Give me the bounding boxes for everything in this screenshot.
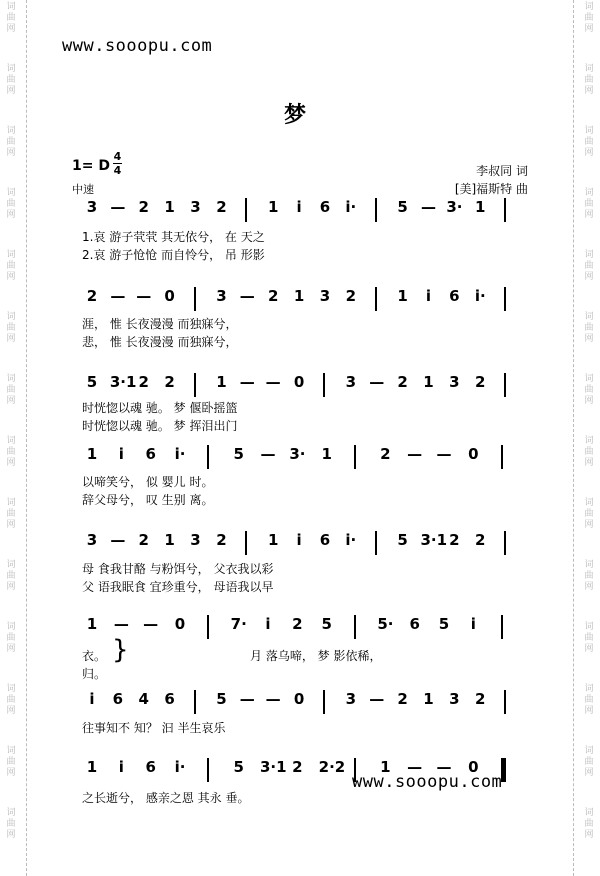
note: 2 (138, 198, 149, 216)
barline (207, 758, 209, 782)
barline (245, 531, 247, 555)
note: 1 (86, 615, 98, 633)
side-watermark-text: 词 曲 网 (584, 188, 594, 220)
side-watermark-text: 词 曲 网 (6, 2, 16, 34)
side-watermark-text: 词 曲 网 (6, 560, 16, 592)
side-watermark-text: 词 曲 网 (6, 808, 16, 840)
note: i (296, 198, 302, 216)
note: i (118, 758, 124, 776)
note: i (118, 445, 124, 463)
note: 0 (164, 287, 175, 305)
lyric-line: 母 食我甘酪 与粉饵兮， 父衣我以彩 (82, 562, 274, 576)
note: i (425, 287, 432, 305)
barline (504, 287, 506, 311)
notation-line (82, 287, 532, 313)
dash-extension: — (110, 198, 126, 216)
dash-extension: — (407, 758, 423, 776)
barline (323, 690, 325, 714)
barline (207, 615, 209, 639)
side-watermark-text: 词 曲 网 (6, 436, 16, 468)
dash-extension: — (110, 531, 126, 549)
side-watermark-text: 词 曲 网 (584, 746, 594, 778)
side-watermark-text: 词 曲 网 (6, 684, 16, 716)
note: 0 (468, 445, 479, 463)
note: 1 (164, 198, 175, 216)
note: 7· (230, 615, 247, 633)
dash-extension: — (239, 287, 255, 305)
note: 6 (145, 445, 156, 463)
side-watermark-text: 词 曲 网 (6, 312, 16, 344)
dash-extension: — (420, 198, 436, 216)
dash-extension: — (143, 615, 159, 633)
note: 3 (345, 690, 357, 708)
note: i (296, 531, 302, 549)
lyric-line: 辞父母兮， 叹 生别 离。 (82, 493, 214, 507)
note: 2 (216, 198, 227, 216)
note: 1 (86, 758, 98, 776)
notation-line (82, 198, 532, 224)
note: 5 (397, 531, 408, 549)
time-signature (113, 151, 122, 176)
note: i· (345, 531, 357, 549)
note: 5 (216, 690, 227, 708)
dash-extension: — (436, 445, 452, 463)
note: 5 (233, 758, 244, 776)
note: 2 (292, 615, 303, 633)
lyric-line: 月 落乌啼， 梦 影依稀， (250, 649, 382, 663)
note: 3·1 (420, 531, 448, 549)
dash-extension: — (265, 373, 281, 391)
note: 2·2 (318, 758, 346, 776)
note: 4 (138, 690, 149, 708)
note: 2 (475, 373, 486, 391)
side-watermark-text: 词 曲 网 (584, 622, 594, 654)
note: 1 (267, 198, 279, 216)
barline (504, 531, 506, 555)
note: 0 (174, 615, 186, 633)
side-watermark-text: 词 曲 网 (6, 250, 16, 282)
barline (194, 373, 196, 397)
note: 5 (233, 445, 244, 463)
barline (504, 198, 506, 222)
lyric-line: 归。 (82, 667, 107, 681)
note: 3· (446, 198, 463, 216)
note: 6 (164, 690, 175, 708)
dash-extension: — (260, 445, 276, 463)
side-watermark-text: 词 曲 网 (584, 64, 594, 96)
barline (323, 373, 325, 397)
barline (354, 615, 356, 639)
note: 3 (449, 373, 460, 391)
notation-line (82, 531, 532, 557)
side-watermark-text: 词 曲 网 (584, 684, 594, 716)
note: 5· (377, 615, 394, 633)
barline (194, 690, 196, 714)
note: 2 (449, 531, 460, 549)
lyric-line: 涯， 惟 长夜漫漫 而独寐兮， (82, 317, 238, 331)
side-watermark-text: 词 曲 网 (584, 312, 594, 344)
song-title: 梦 (284, 103, 307, 128)
note: i (265, 615, 271, 633)
notation-line (82, 690, 532, 716)
side-watermark-text: 词 曲 网 (6, 498, 16, 530)
note: 2 (397, 373, 408, 391)
note: 1 (293, 287, 305, 305)
verse-brace: } (112, 635, 129, 665)
side-watermark-text: 词 曲 网 (584, 498, 594, 530)
lyric-line: 往事知不 知？ 汩 半生哀乐 (82, 721, 226, 735)
note: 1 (397, 287, 408, 305)
note: 3 (86, 531, 98, 549)
note: i (470, 615, 476, 633)
dash-extension: — (239, 373, 255, 391)
note: 2 (86, 287, 98, 305)
side-watermark-text: 词 曲 网 (584, 560, 594, 592)
barline (375, 198, 377, 222)
barline (245, 198, 247, 222)
dash-extension: — (136, 287, 152, 305)
barline (501, 615, 503, 639)
note: 3 (345, 373, 357, 391)
lyricist-credit: 李叔同 词 (476, 164, 528, 178)
note: 5 (86, 373, 98, 391)
note: 3·1 (109, 373, 137, 391)
note: 5 (397, 198, 408, 216)
note: 3 (190, 198, 201, 216)
lyric-line: 悲， 惟 长夜漫漫 而独寐兮， (82, 335, 238, 349)
note: 2 (397, 690, 408, 708)
note: 3 (449, 690, 460, 708)
lyric-line: 之长逝兮， 感亲之恩 其永 垂。 (82, 791, 250, 805)
note: 2 (138, 531, 149, 549)
note: 2 (475, 531, 486, 549)
note: 5 (321, 615, 332, 633)
dash-extension: — (110, 287, 126, 305)
left-dashed-line (26, 0, 27, 876)
note: 3 (86, 198, 98, 216)
note: 2 (216, 531, 227, 549)
note: 0 (468, 758, 479, 776)
note: 3 (216, 287, 227, 305)
note: 2 (292, 758, 303, 776)
lyric-line: 父 语我眠食 宜珍重兮， 母语我以早 (82, 580, 274, 594)
side-watermark-text: 词 曲 网 (584, 436, 594, 468)
note: 0 (293, 373, 305, 391)
side-watermark-text: 词 曲 网 (584, 250, 594, 282)
barline (501, 445, 503, 469)
side-watermark-text: 词 曲 网 (6, 374, 16, 406)
lyric-line: 时恍惚以魂 驰。 梦 偃卧摇篮 (82, 401, 238, 415)
barline (375, 287, 377, 311)
right-dashed-line (573, 0, 574, 876)
note: i· (174, 758, 186, 776)
side-watermark-text: 词 曲 网 (6, 64, 16, 96)
note: 3·1 (260, 758, 287, 776)
lyric-line: 2.哀 游子怆怆 而自怜兮， 吊 形影 (82, 248, 265, 262)
notation-line (82, 445, 532, 471)
note: 2 (138, 373, 149, 391)
dash-extension: — (436, 758, 452, 776)
note: 1 (216, 373, 227, 391)
note: 2 (345, 287, 357, 305)
note: 2 (475, 690, 486, 708)
dash-extension: — (113, 615, 129, 633)
lyric-line: 衣。 (82, 649, 107, 663)
dash-extension: — (239, 690, 255, 708)
side-watermark-text: 词 曲 网 (584, 126, 594, 158)
note: 6 (409, 615, 420, 633)
time-denominator: 4 (113, 164, 122, 177)
note: 2 (380, 445, 391, 463)
note: 1 (475, 198, 486, 216)
barline (375, 531, 377, 555)
dash-extension: — (369, 373, 385, 391)
side-watermark-text: 词 曲 网 (584, 374, 594, 406)
side-watermark-text: 词 曲 网 (6, 746, 16, 778)
lyric-line: 时恍惚以魂 驰。 梦 挥泪出门 (82, 419, 238, 433)
note: 3 (190, 531, 201, 549)
side-watermark-text: 词 曲 网 (6, 126, 16, 158)
left-watermark-strip (0, 0, 22, 876)
composer-credit: [美]福斯特 曲 (454, 182, 528, 196)
note: 1 (423, 373, 434, 391)
note: 6 (319, 531, 331, 549)
note: i· (174, 445, 186, 463)
tempo-marking: 中速 (72, 183, 94, 196)
side-watermark-text: 词 曲 网 (6, 188, 16, 220)
note: 1 (380, 758, 391, 776)
dash-extension: — (407, 445, 423, 463)
key-signature: 1= D (72, 158, 110, 174)
note: 6 (319, 198, 331, 216)
barline (504, 373, 506, 397)
dash-extension: — (369, 690, 385, 708)
right-watermark-strip (578, 0, 600, 876)
notation-line (82, 373, 532, 399)
note: 0 (293, 690, 305, 708)
note: i· (345, 198, 357, 216)
notation-line (82, 615, 532, 641)
lyric-line: 以啼笑兮， 似 婴儿 时。 (82, 475, 214, 489)
note: 6 (449, 287, 460, 305)
note: 6 (145, 758, 156, 776)
note: i· (474, 287, 486, 305)
site-watermark-bottom: www.sooopu.com (352, 772, 503, 792)
note: 1 (423, 690, 434, 708)
note: 1 (164, 531, 175, 549)
note: i (89, 690, 95, 708)
barline (207, 445, 209, 469)
note: 3 (319, 287, 331, 305)
side-watermark-text: 词 曲 网 (584, 2, 594, 34)
barline (354, 445, 356, 469)
lyric-line: 1.哀 游子茕茕 其无依兮， 在 天之 (82, 230, 265, 244)
side-watermark-text: 词 曲 网 (584, 808, 594, 840)
note: 5 (438, 615, 450, 633)
side-watermark-text: 词 曲 网 (6, 622, 16, 654)
barline (194, 287, 196, 311)
note: 1 (321, 445, 332, 463)
barline (504, 690, 506, 714)
note: 1 (86, 445, 98, 463)
site-watermark-top: www.sooopu.com (62, 36, 213, 56)
dash-extension: — (265, 690, 281, 708)
time-numerator: 4 (113, 150, 122, 163)
note: 2 (267, 287, 279, 305)
note: 6 (112, 690, 124, 708)
note: 1 (267, 531, 279, 549)
note: 2 (164, 373, 175, 391)
note: 3· (289, 445, 306, 463)
